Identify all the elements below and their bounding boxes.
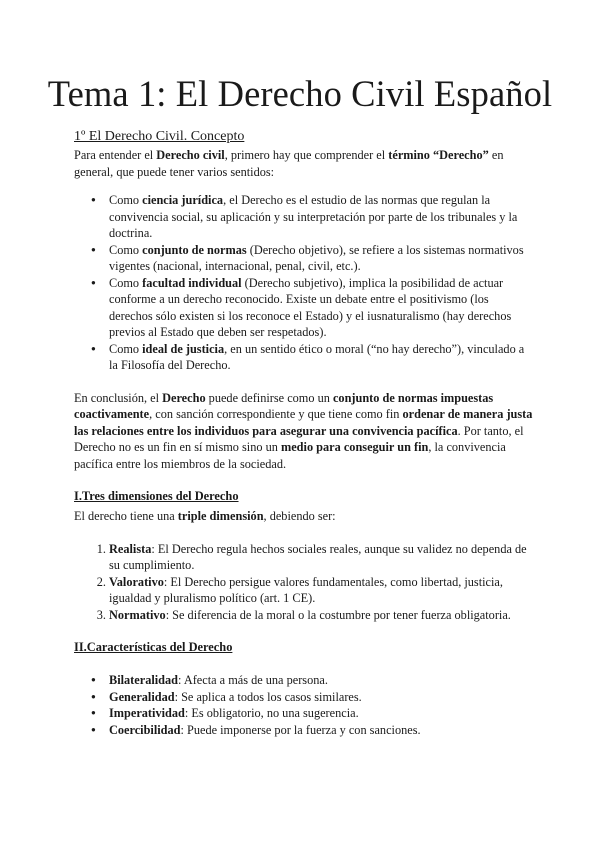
conclusion-paragraph: En conclusión, el Derecho puede definirse como un conjunto de normas impuestas coactivamente, con sanción correspondiente y que tiene como fin ordenar de manera justa las relaciones entre los individuos para asegurar una convivencia pacífica. Por tanto, el Derecho no es un fin en sí mismo sino un medio para conseguir un fin, la convivencia pacífica entre los miembros de la sociedad. [74, 390, 533, 471]
bold-term: medio para conseguir un fin [280, 440, 429, 454]
bold-term: Imperatividad [109, 706, 185, 720]
bold-term: ordenar de manera justa las relaciones entre los individuos para asegurar una convivencia pacífica [74, 407, 533, 438]
meaning-list-item: ● Como ciencia jurídica, el Derecho es el estudio de las normas que regulan la convivencia social, su aplicación y su interpretación por parte de los tribunales y la doctrina. [109, 192, 534, 242]
bold-term: Derecho civil [156, 148, 225, 162]
characteristic-list-item: ● Generalidad: Se aplica a todos los casos similares. [109, 689, 534, 706]
bold-term: facultad individual [142, 275, 242, 290]
page-title: Tema 1: El Derecho Civil Español [47, 73, 553, 114]
bold-term: conjunto de normas impuestas coactivamente [74, 390, 494, 421]
dimensions-intro: El derecho tiene una triple dimensión, debiendo ser: [74, 509, 336, 523]
bold-term: Derecho [162, 390, 206, 405]
section-heading-concepto: 1º El Derecho Civil. Concepto [74, 129, 245, 144]
bold-term: ideal de justicia [142, 341, 225, 356]
characteristic-list-item: ● Coercibilidad: Puede imponerse por la fuerza y con sanciones. [109, 722, 534, 739]
meaning-list-item: ● Como conjunto de normas (Derecho objetivo), se refiere a los sistemas normativos vigentes (nacional, internacional, penal, civil, etc.). [109, 242, 534, 275]
bold-term: Normativo [109, 607, 166, 622]
bold-term: Realista [109, 541, 152, 556]
dimensions-list [74, 541, 534, 624]
meaning-list-item: ● Como ideal de justicia, en un sentido ético o moral (“no hay derecho”), vinculado a la Filosofía del Derecho. [109, 341, 534, 374]
section-heading-caracteristicas: II.Características del Derecho [74, 640, 233, 654]
characteristics-list [74, 672, 534, 738]
dimension-list-item: 3. Normativo: Se diferencia de la moral o la costumbre por tener fuerza obligatoria. [109, 607, 534, 624]
characteristic-list-item: ● Imperatividad: Es obligatorio, no una sugerencia. [109, 705, 534, 722]
section-heading-dimensiones: I.Tres dimensiones del Derecho [74, 489, 239, 503]
characteristic-list-item: ● Bilateralidad: Afecta a más de una persona. [109, 672, 534, 689]
bold-term: término “Derecho” [388, 148, 489, 162]
meaning-list-item: ● Como facultad individual (Derecho subjetivo), implica la posibilidad de actuar conforme a un derecho reconocido. Existe un debate entre el positivismo (los derechos sólo existen si los reconoce el Estado) y el iusnaturalismo (hay derechos previos al Estado que deben ser respetados). [109, 275, 534, 341]
bold-term: Valorativo [109, 574, 164, 589]
bold-term: Generalidad [109, 689, 175, 704]
meanings-list [74, 192, 534, 374]
document-body [74, 128, 534, 738]
intro-paragraph: Para entender el Derecho civil, primero hay que comprender el término “Derecho” en general, que puede tener varios sentidos: [74, 148, 504, 179]
bold-term: ciencia jurídica [142, 193, 224, 207]
bold-term: Coercibilidad [109, 722, 181, 737]
dimension-list-item: 2. Valorativo: El Derecho persigue valores fundamentales, como libertad, justicia, igualdad y pluralismo político (art. 1 CE). [109, 574, 534, 607]
dimension-list-item: 1. Realista: El Derecho regula hechos sociales reales, aunque su validez no dependa de su cumplimiento. [109, 541, 534, 574]
bold-term: conjunto de normas [142, 242, 247, 257]
bold-term: Bilateralidad [109, 673, 179, 687]
bold-term: triple dimensión [177, 509, 264, 523]
